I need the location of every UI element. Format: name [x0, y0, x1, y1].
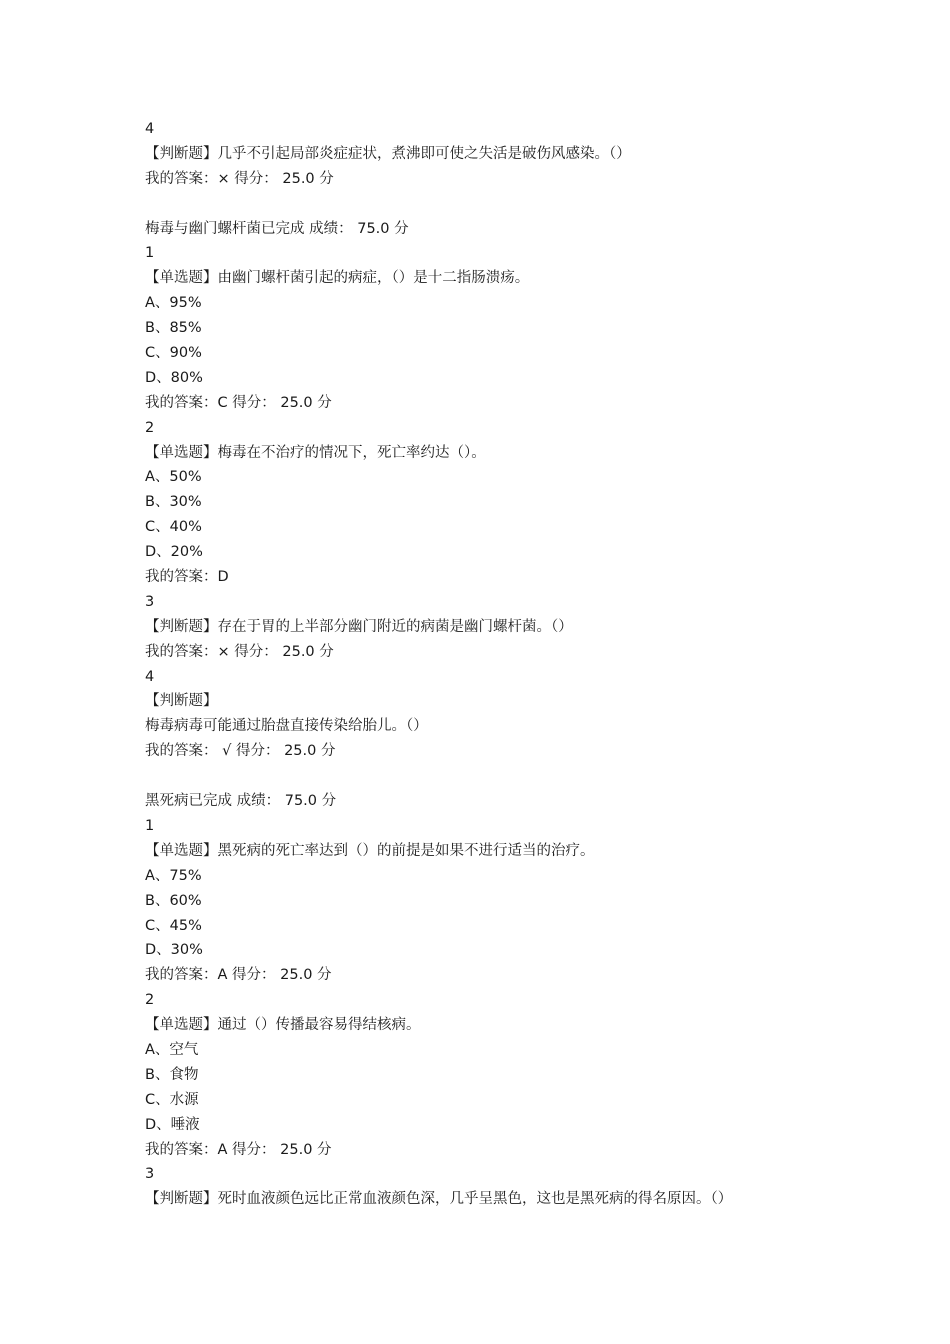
my-answer-line: 我的答案：× 得分： 25.0 分 — [145, 643, 334, 660]
question-text: 【单选题】由幽门螺杆菌引起的病症，（）是十二指肠溃疡。 — [145, 270, 530, 287]
question-number: 4 — [145, 121, 155, 137]
spacer — [145, 192, 905, 217]
my-answer-line: 我的答案：× 得分： 25.0 分 — [145, 170, 334, 187]
section-heading: 梅毒与幽门螺杆菌已完成 成绩： 75.0 分 — [145, 220, 409, 237]
my-answer-line: 我的答案：A 得分： 25.0 分 — [145, 1141, 332, 1158]
spacer — [145, 764, 905, 789]
question-text: 梅毒病毒可能通过胎盘直接传染给胎儿。（） — [145, 718, 428, 735]
option-d: D、30% — [145, 942, 203, 959]
my-answer-line: 我的答案： √ 得分： 25.0 分 — [145, 743, 336, 760]
my-answer-line: 我的答案：C 得分： 25.0 分 — [145, 394, 332, 411]
option-c: C、90% — [145, 345, 202, 362]
question-number: 1 — [145, 245, 155, 262]
question-text: 【单选题】梅毒在不治疗的情况下，死亡率约达（）。 — [145, 444, 486, 461]
option-c: C、水源 — [145, 1091, 199, 1108]
question-number: 3 — [145, 1166, 155, 1183]
option-a: A、50% — [145, 469, 202, 486]
question-text: 【判断题】几乎不引起局部炎症症状，煮沸即可使之失活是破伤风感染。（） — [145, 145, 631, 162]
option-a: A、95% — [145, 295, 202, 312]
option-b: B、30% — [145, 494, 202, 511]
question-number: 2 — [145, 992, 155, 1009]
question-text: 【判断题】死时血液颜色远比正常血液颜色深，几乎呈黑色，这也是黑死病的得名原因。（） — [145, 1191, 733, 1208]
question-number: 2 — [145, 419, 155, 436]
question-text: 【单选题】黑死病的死亡率达到（）的前提是如果不进行适当的治疗。 — [145, 842, 595, 859]
question-type: 【判断题】 — [145, 693, 218, 710]
option-a: A、空气 — [145, 1041, 199, 1058]
option-d: D、唾液 — [145, 1116, 200, 1133]
option-d: D、80% — [145, 369, 203, 386]
option-b: B、85% — [145, 320, 202, 337]
question-number: 1 — [145, 817, 155, 834]
option-d: D、20% — [145, 544, 203, 561]
my-answer-line: 我的答案：D — [145, 569, 229, 586]
option-c: C、40% — [145, 519, 202, 536]
option-b: B、60% — [145, 892, 202, 909]
question-text: 【单选题】通过（）传播最容易得结核病。 — [145, 1017, 421, 1034]
section-heading: 黑死病已完成 成绩： 75.0 分 — [145, 793, 337, 810]
option-c: C、45% — [145, 917, 202, 934]
my-answer-line: 我的答案：A 得分： 25.0 分 — [145, 967, 332, 984]
option-a: A、75% — [145, 867, 202, 884]
question-number: 4 — [145, 668, 155, 685]
question-number: 3 — [145, 593, 155, 610]
document-body — [145, 117, 905, 1212]
option-b: B、食物 — [145, 1066, 199, 1083]
question-text: 【判断题】存在于胃的上半部分幽门附近的病菌是幽门螺杆菌。（） — [145, 618, 573, 635]
